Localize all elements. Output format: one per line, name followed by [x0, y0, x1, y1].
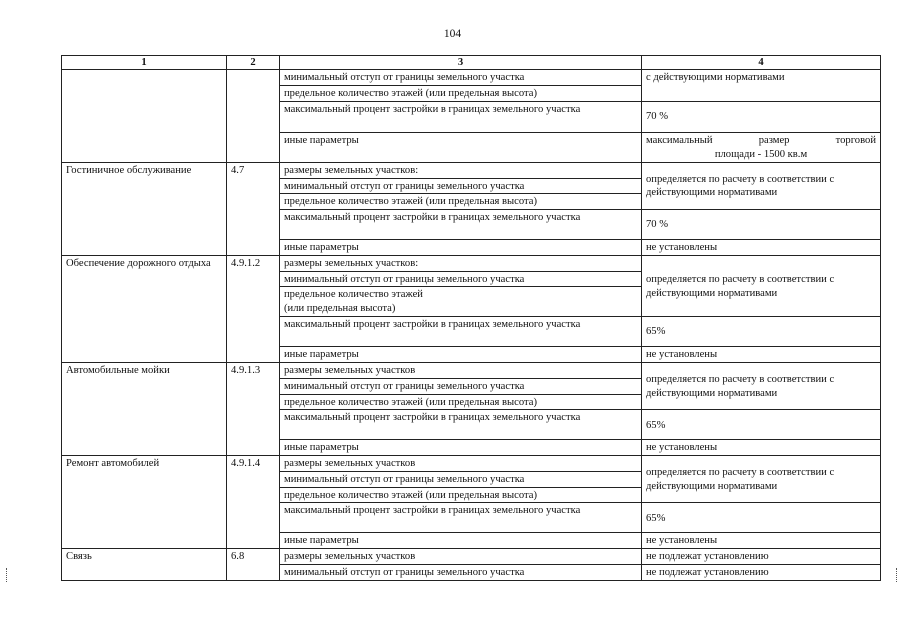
param-cell: минимальный отступ от границы земельного участка — [280, 178, 642, 194]
param-cell: максимальный процент застройки в границах земельного участка — [280, 210, 642, 240]
param-cell: максимальный процент застройки в границах земельного участка — [280, 503, 642, 533]
param-cell: размеры земельных участков: — [280, 255, 642, 271]
value-cell: определяется по расчету в соответствии с действующими нормативами — [642, 363, 881, 410]
param-cell: иные параметры — [280, 440, 642, 456]
param-cell: размеры земельных участков: — [280, 162, 642, 178]
param-cell: минимальный отступ от границы земельного участка — [280, 565, 642, 581]
value-cell: 65% — [642, 410, 881, 440]
table-row — [62, 255, 881, 271]
value-cell: определяется по расчету в соответствии с действующими нормативами — [642, 456, 881, 503]
header-col-1: 1 — [62, 56, 227, 70]
use-code-cell: 4.7 — [227, 162, 280, 255]
param-cell: иные параметры — [280, 347, 642, 363]
param-line: (или предельная высота) — [284, 303, 396, 315]
param-cell: минимальный отступ от границы земельного участка — [280, 378, 642, 394]
header-col-4: 4 — [642, 56, 881, 70]
value-cell: 65% — [642, 503, 881, 533]
header-row — [62, 56, 881, 70]
use-code-cell: 6.8 — [227, 549, 280, 581]
value-cell: не установлены — [642, 533, 881, 549]
param-cell: предельное количество этажей (или предельная высота) — [280, 487, 642, 503]
use-code-cell — [227, 70, 280, 163]
param-cell: иные параметры — [280, 132, 642, 162]
param-cell: минимальный отступ от границы земельного участка — [280, 70, 642, 86]
use-code-cell: 4.9.1.3 — [227, 363, 280, 456]
param-cell: минимальный отступ от границы земельного участка — [280, 471, 642, 487]
param-cell: предельное количество этажей (или предельная высота) — [280, 194, 642, 210]
header-col-2: 2 — [227, 56, 280, 70]
param-cell: размеры земельных участков — [280, 456, 642, 472]
page-number: 104 — [443, 28, 462, 40]
value-cell: не установлены — [642, 440, 881, 456]
margin-mark-right — [896, 568, 899, 582]
param-cell: минимальный отступ от границы земельного участка — [280, 271, 642, 287]
use-name-cell: Автомобильные мойки — [62, 363, 227, 456]
param-cell: размеры земельных участков — [280, 363, 642, 379]
param-cell: максимальный процент застройки в границах земельного участка — [280, 317, 642, 347]
value-cell: определяется по расчету в соответствии с действующими нормативами — [642, 255, 881, 317]
value-cell: 70 % — [642, 101, 881, 132]
param-cell: иные параметры — [280, 533, 642, 549]
use-name-cell: Ремонт автомобилей — [62, 456, 227, 549]
value-cell: 70 % — [642, 210, 881, 240]
value-cell: не подлежат установлению — [642, 549, 881, 565]
use-name-cell — [62, 70, 227, 163]
value-line: площади - 1500 кв.м — [714, 148, 808, 160]
value-cell — [642, 132, 881, 162]
table-row — [62, 363, 881, 379]
param-cell: предельное количество этажей (или предельная высота) — [280, 86, 642, 102]
land-use-table — [61, 55, 881, 581]
value-cell: определяется по расчету в соответствии с действующими нормативами — [642, 162, 881, 209]
table-row — [62, 456, 881, 472]
table-row — [62, 70, 881, 86]
use-name-cell: Связь — [62, 549, 227, 581]
use-name-cell: Обеспечение дорожного отдыха — [62, 255, 227, 362]
param-cell: максимальный процент застройки в границах земельного участка — [280, 410, 642, 440]
value-cell: не установлены — [642, 347, 881, 363]
value-line: максимальный размер торговой — [646, 134, 876, 146]
use-name-cell: Гостиничное обслуживание — [62, 162, 227, 255]
param-cell: предельное количество этажей (или предельная высота) — [280, 394, 642, 410]
use-code-cell: 4.9.1.2 — [227, 255, 280, 362]
margin-mark-left — [6, 568, 9, 582]
value-cell: не установлены — [642, 240, 881, 256]
param-line: предельное количество этажей — [284, 289, 423, 301]
table-row — [62, 549, 881, 565]
param-cell: иные параметры — [280, 240, 642, 256]
table-row — [62, 162, 881, 178]
param-cell: размеры земельных участков — [280, 549, 642, 565]
use-code-cell: 4.9.1.4 — [227, 456, 280, 549]
value-cell: с действующими нормативами — [642, 70, 881, 102]
param-cell: максимальный процент застройки в границах земельного участка — [280, 101, 642, 132]
value-cell: 65% — [642, 317, 881, 347]
header-col-3: 3 — [280, 56, 642, 70]
param-cell — [280, 287, 642, 317]
value-cell: не подлежат установлению — [642, 565, 881, 581]
